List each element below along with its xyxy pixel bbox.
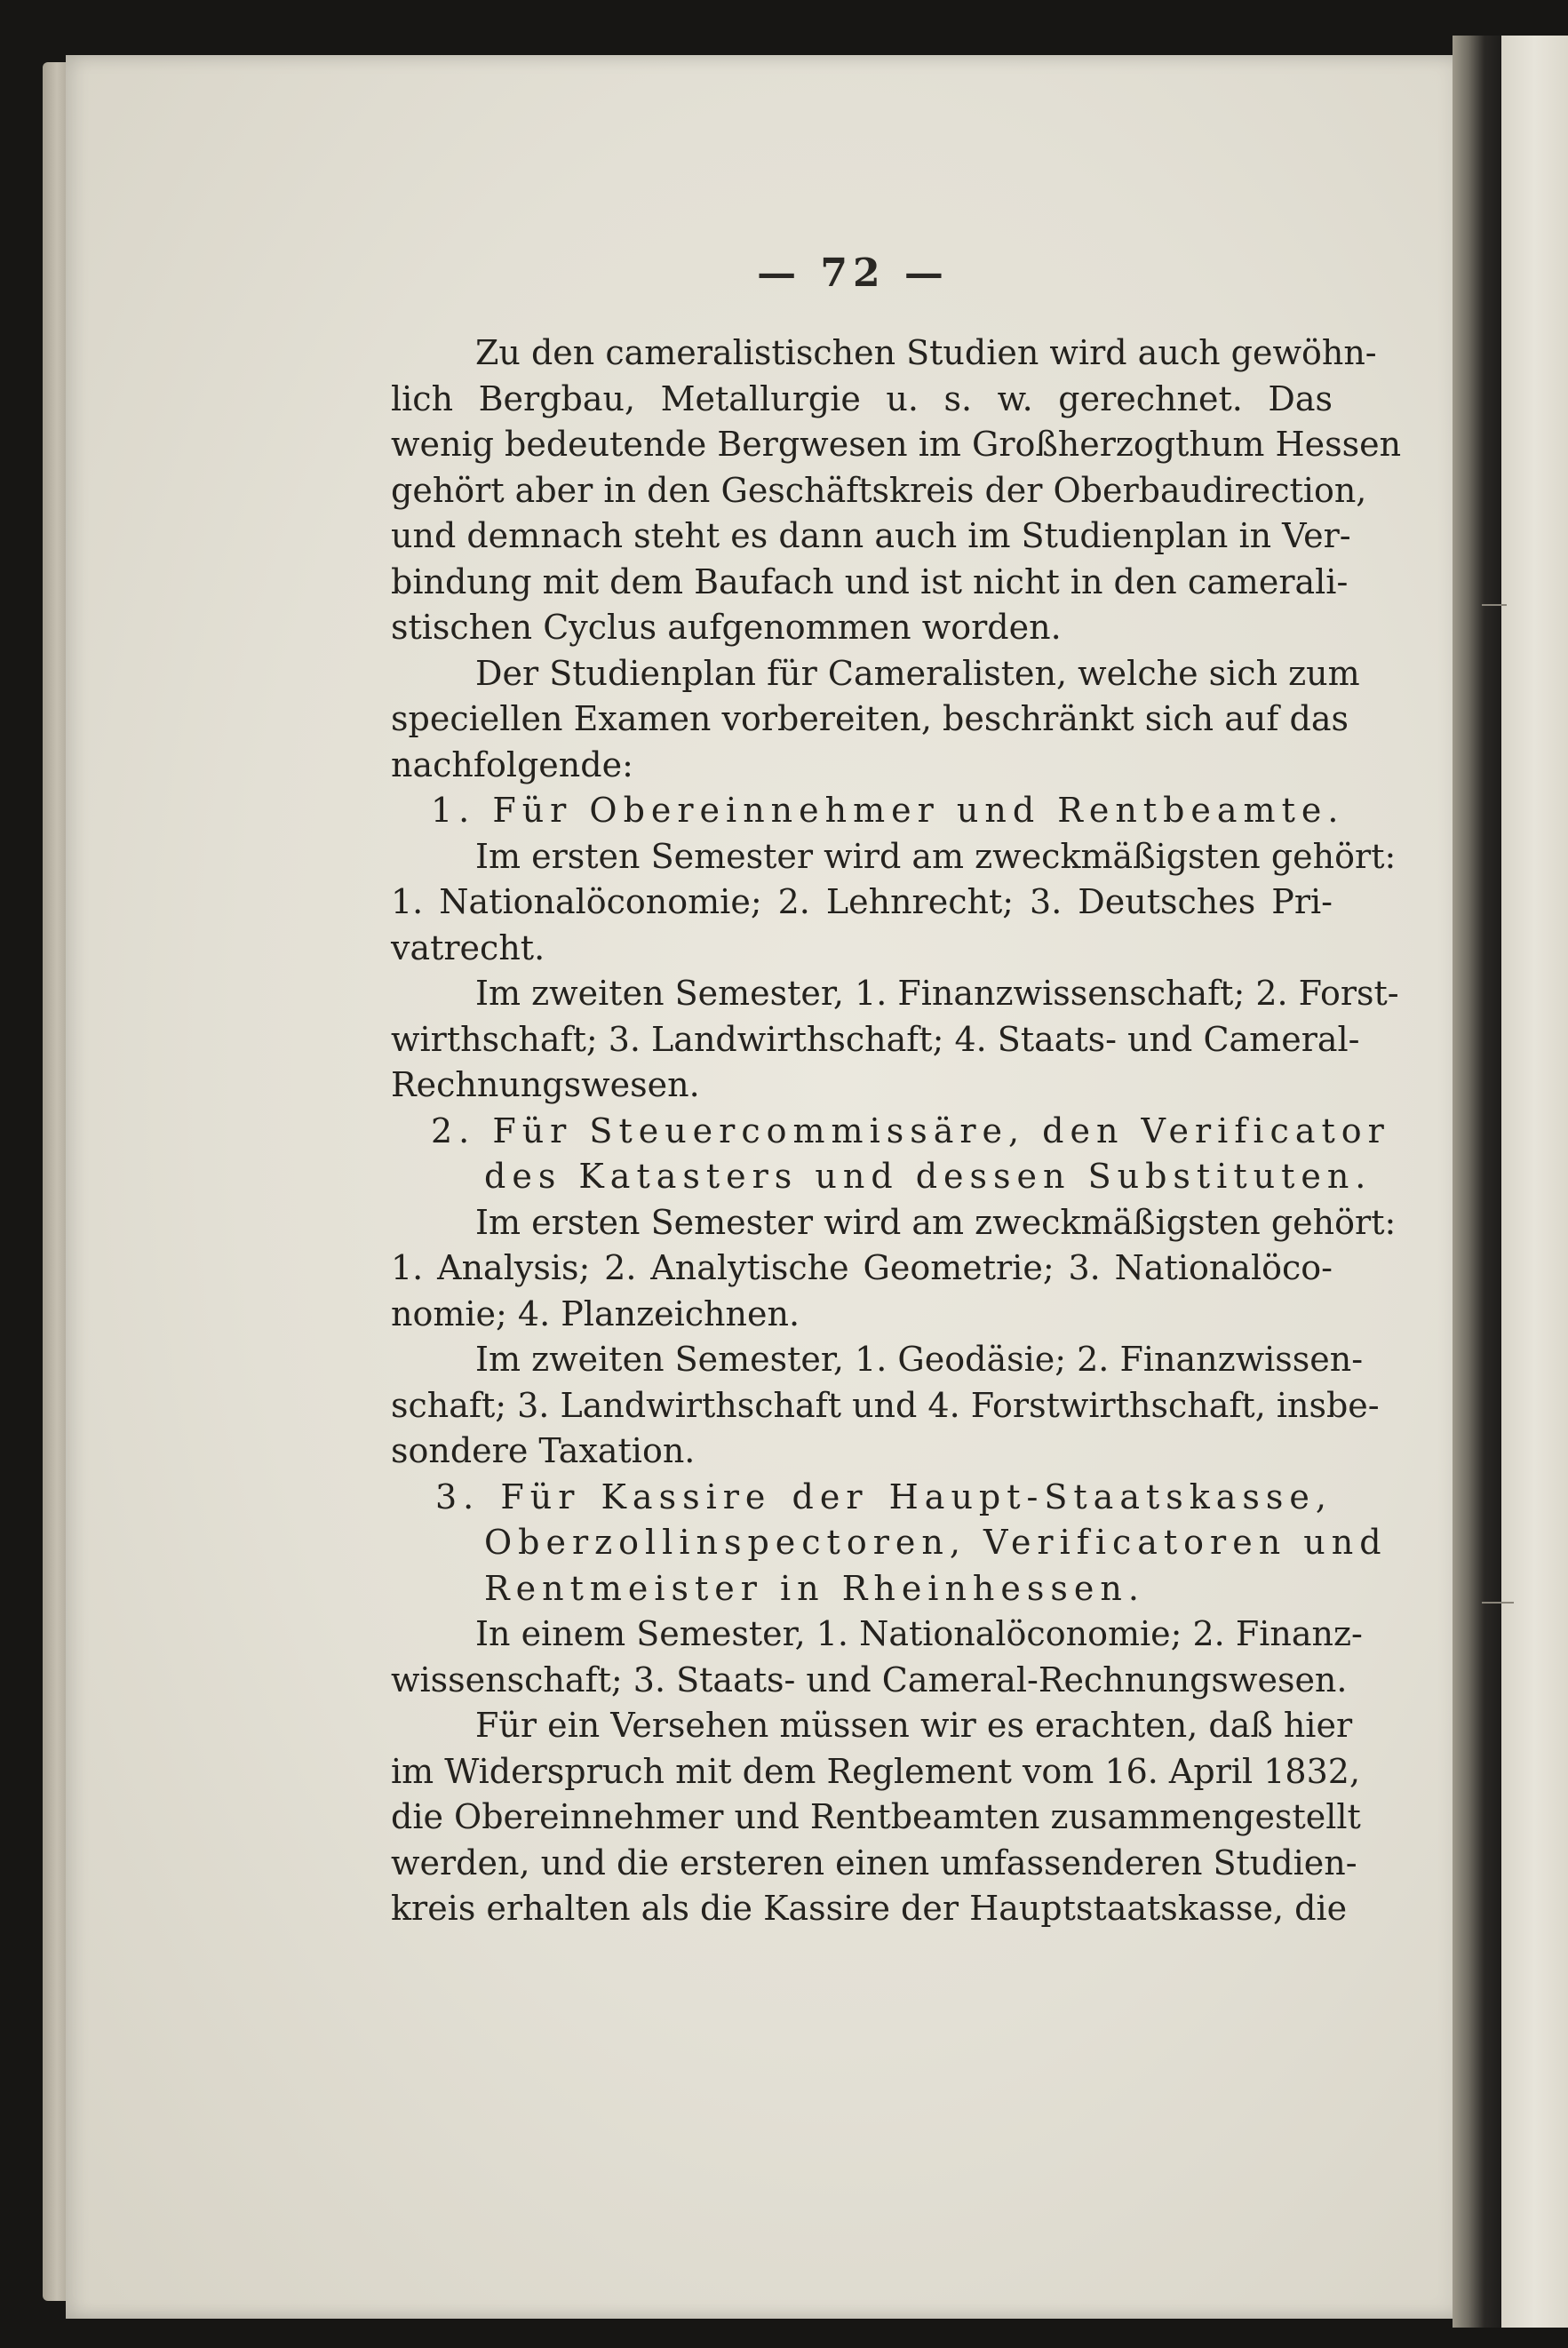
text-line: wissenschaft; 3. Staats- und Cameral-Rechnungswesen.: [391, 1660, 1348, 1699]
page-number: — 72 —: [757, 251, 949, 296]
text-line: Im zweiten Semester, 1. Finanzwissenschaft; 2. Forst-: [475, 974, 1399, 1013]
text-line: speciellen Examen vorbereiten, beschränkt sich auf das: [391, 699, 1349, 738]
text-line: werden, und die ersteren einen umfassenderen Studien-: [391, 1843, 1357, 1882]
text-line: im Widerspruch mit dem Reglement vom 16. April 1832,: [391, 1751, 1361, 1791]
text-line: kreis erhalten als die Kassire der Hauptstaatskasse, die: [391, 1889, 1348, 1928]
facing-page-edge: [1501, 36, 1568, 2328]
text-line: Der Studienplan für Cameralisten, welche sich zum: [475, 653, 1360, 693]
text-line: des Katasters und dessen Substituten.: [484, 1157, 1373, 1196]
text-line: lich Bergbau, Metallurgie u. s. w. gerechnet. Das: [391, 378, 1333, 418]
text-line: nachfolgende:: [391, 744, 633, 784]
text-line: bindung mit dem Baufach und ist nicht in den camerali-: [391, 561, 1349, 601]
text-line: 1. Nationalöconomie; 2. Lehnrecht; 3. Deutsches Pri-: [391, 882, 1333, 921]
text-line: wenig bedeutende Bergwesen im Großherzogthum Hessen: [391, 425, 1402, 464]
text-line: sondere Taxation.: [391, 1431, 696, 1470]
text-line: die Obereinnehmer und Rentbeamten zusammengestellt: [391, 1797, 1361, 1836]
margin-mark: [1482, 1602, 1514, 1604]
text-line: 1. Für Obereinnehmer und Rentbeamte.: [431, 791, 1345, 830]
text-line: Oberzollinspectoren, Verificatoren und: [484, 1523, 1388, 1562]
text-line: Im ersten Semester wird am zweckmäßigsten gehört:: [475, 1202, 1397, 1242]
text-line: In einem Semester, 1. Nationalöconomie; 2. Finanz-: [475, 1614, 1363, 1653]
text-line: wirthschaft; 3. Landwirthschaft; 4. Staats- und Cameral-: [391, 1019, 1360, 1059]
text-line: Rechnungswesen.: [391, 1065, 700, 1104]
text-line: und demnach steht es dann auch im Studienplan in Ver-: [391, 516, 1351, 555]
text-line: 1. Analysis; 2. Analytische Geometrie; 3. Nationalöco-: [391, 1248, 1333, 1287]
text-line: Im zweiten Semester, 1. Geodäsie; 2. Finanzwissen-: [475, 1340, 1364, 1379]
text-line: stischen Cyclus aufgenommen worden.: [391, 608, 1062, 647]
margin-mark: [1482, 604, 1507, 606]
text-line: Im ersten Semester wird am zweckmäßigsten gehört:: [475, 836, 1397, 876]
text-line: Zu den cameralistischen Studien wird auch gewöhn-: [475, 333, 1377, 372]
text-line: nomie; 4. Planzeichnen.: [391, 1293, 800, 1333]
text-line: Für ein Versehen müssen wir es erachten, daß hier: [475, 1706, 1353, 1745]
text-line: vatrecht.: [391, 927, 545, 967]
text-line: gehört aber in den Geschäftskreis der Oberbaudirection,: [391, 470, 1367, 510]
text-line: 2. Für Steuercommissäre, den Verificator: [431, 1110, 1390, 1150]
text-line: schaft; 3. Landwirthschaft und 4. Forstwirthschaft, insbe-: [391, 1385, 1380, 1425]
text-line: 3. Für Kassire der Haupt-Staatskasse,: [435, 1476, 1333, 1516]
text-line: Rentmeister in Rheinhessen.: [484, 1568, 1145, 1608]
book-gutter: [1453, 36, 1506, 2328]
